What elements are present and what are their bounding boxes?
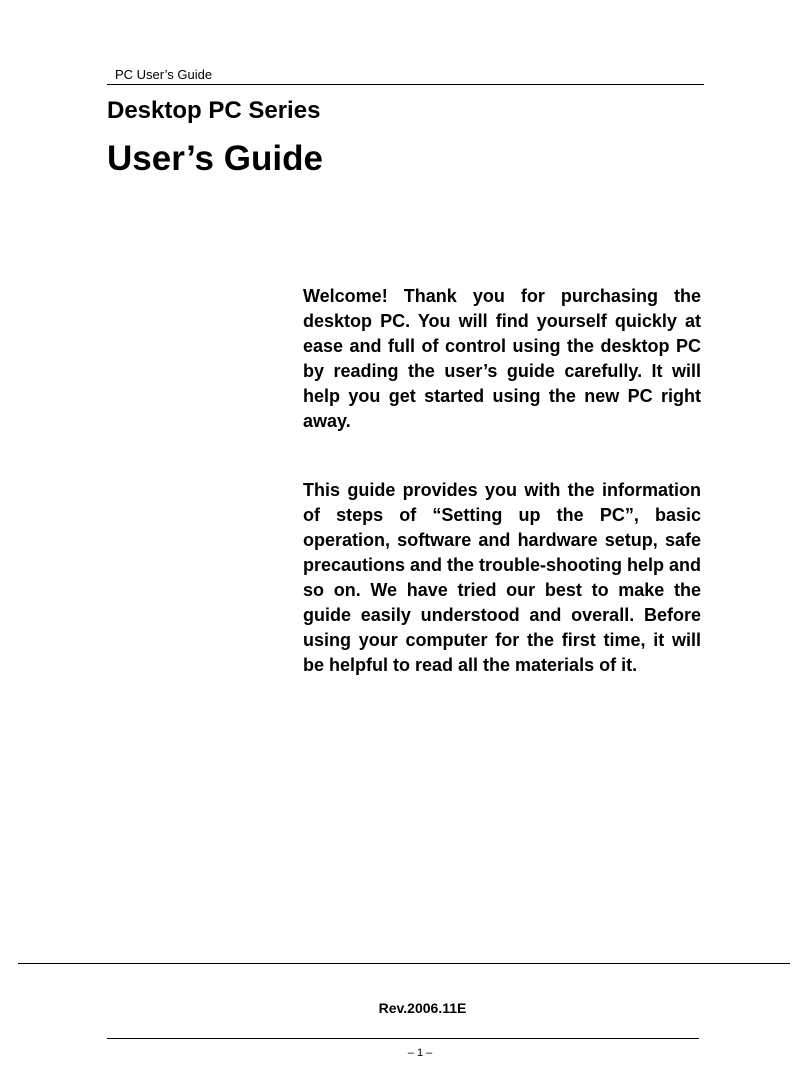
footer-divider-top [18, 963, 790, 964]
revision-label: Rev.2006.11E [378, 1000, 467, 1016]
footer-divider-bottom [107, 1038, 699, 1039]
series-title: Desktop PC Series [107, 97, 321, 124]
guide-overview-paragraph: This guide provides you with the information of steps of “Setting up the PC”, basic operation, software and hardware setup, safe precautions and the trouble-shooting help and so on. We have tried our best to make the guide easily understood and overall. Before using your computer for the first time, it will be helpful to read all the materials of it. [303, 480, 702, 675]
header-divider [107, 84, 704, 85]
welcome-paragraph: Welcome! Thank you for purchasing the desktop PC. You will find yourself quickly at ease and full of control using the desktop PC by reading the user’s guide carefully. It will help you get started using the new PC right away. [303, 286, 701, 431]
document-title: User’s Guide [107, 139, 323, 178]
running-header-title: PC User’s Guide [115, 67, 213, 82]
page-number: – 1 – [407, 1047, 433, 1059]
